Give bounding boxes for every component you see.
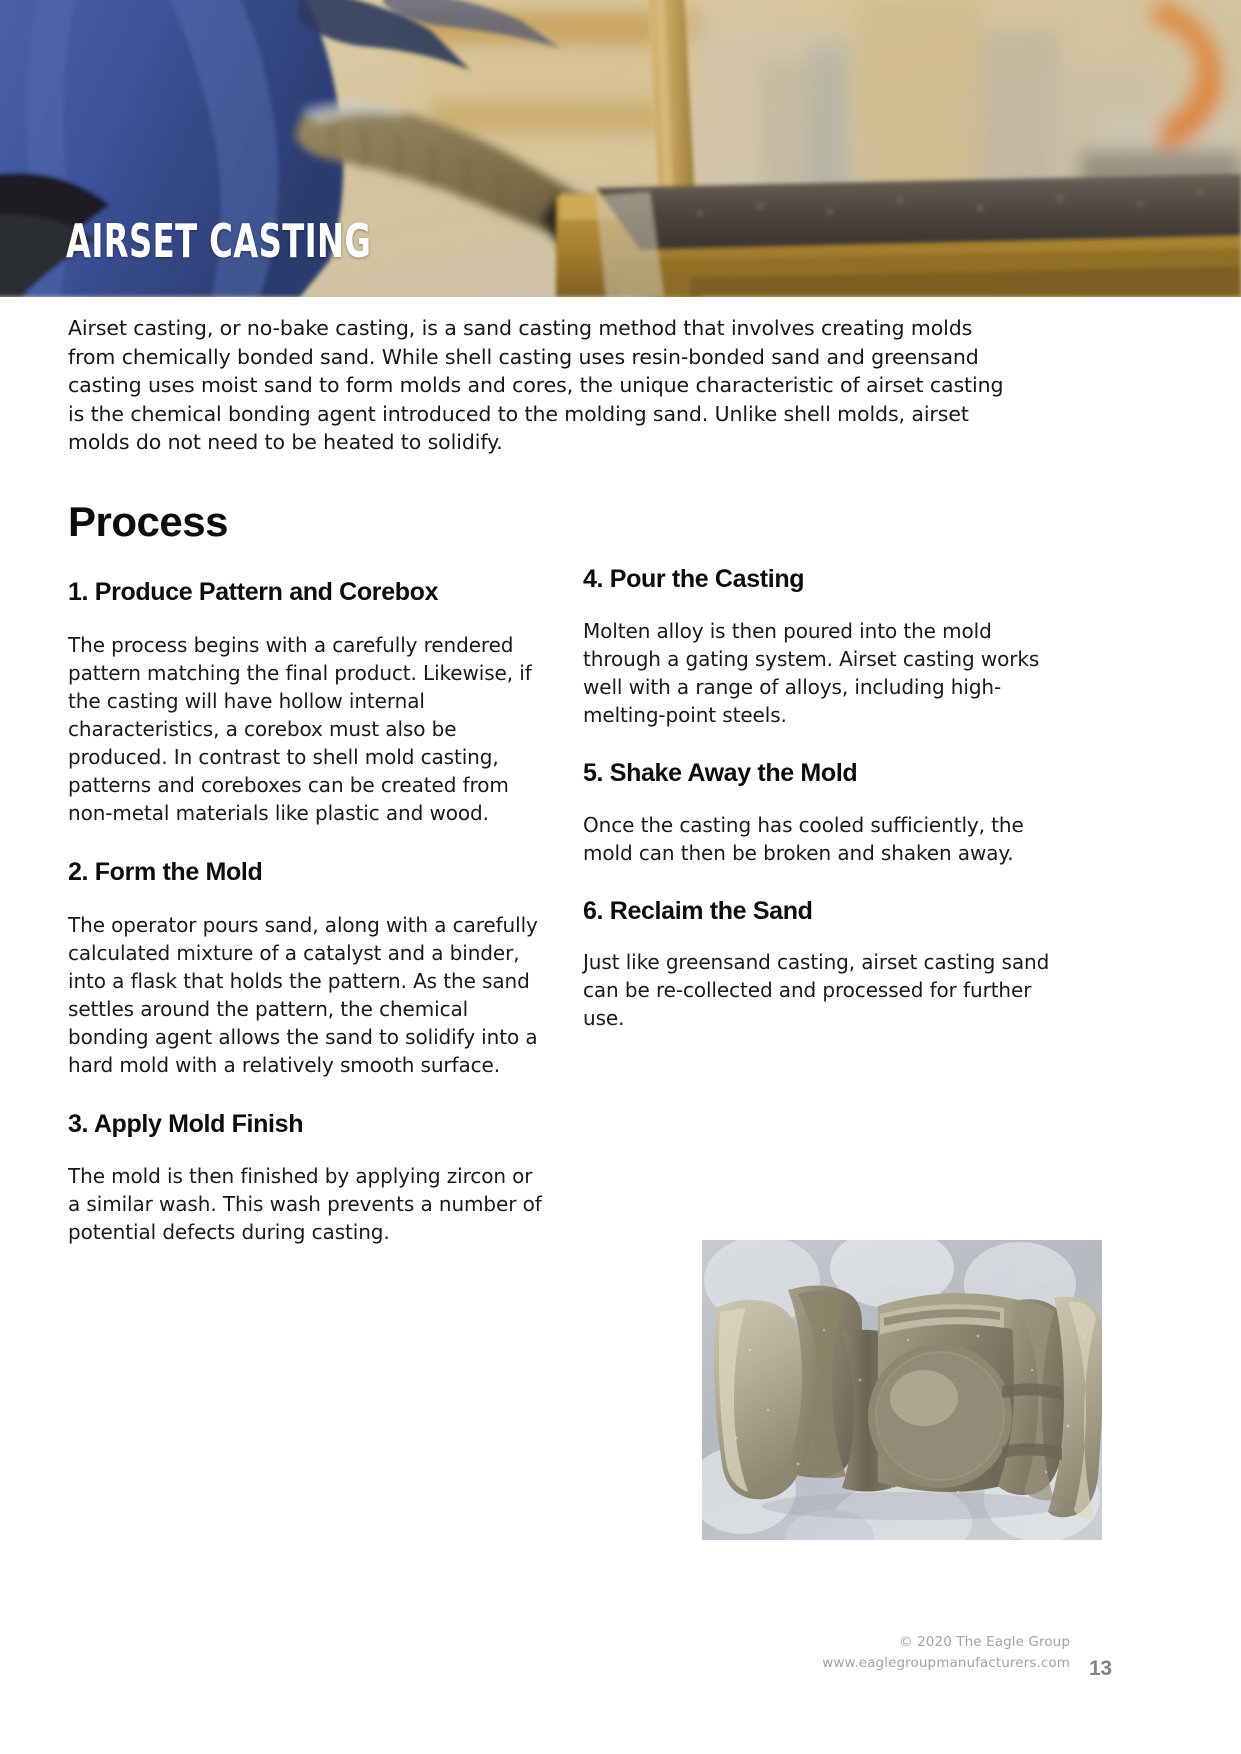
process-step-5-heading: 5. Shake Away the Mold — [583, 758, 858, 787]
page-number: 13 — [1089, 1657, 1112, 1680]
valve-body-casting-image — [702, 1240, 1102, 1540]
process-step-2-body: The operator pours sand, along with a carefully calculated mixture of a catalyst and a binder, into a flask that holds the pattern. As the sand settles around the pattern, the chemical bonding agent allows the sand to solidify into a hard mold with a relatively smooth surface. — [68, 912, 538, 1077]
process-left-column — [68, 578, 546, 1246]
process-step-2 — [68, 858, 546, 1079]
process-step-4 — [583, 565, 1055, 729]
intro-paragraph: Airset casting, or no-bake casting, is a sand casting method that involves creating molds from chemically bonded sand. While shell casting uses resin-bonded sand and greensand casting uses moist sand to form molds and cores, the unique characteristic of airset casting is the chemical bonding agent introduced to the molding sand. Unlike shell molds, airset molds do not need to be heated to solidify. — [68, 316, 1004, 454]
page-title: AIRSET CASTING — [66, 214, 372, 268]
process-step-5 — [583, 759, 1055, 867]
process-step-6 — [583, 897, 1055, 1033]
casting-photo — [702, 1240, 1102, 1540]
footer — [740, 1632, 1070, 1674]
footer-website: www.eaglegroupmanufacturers.com — [822, 1655, 1070, 1671]
process-step-1-body: The process begins with a carefully rendered pattern matching the final product. Likewise, if the casting will have hollow internal characteristics, a corebox must also be produced. In contrast to shell mold casting, patterns and coreboxes can be created from non-metal materials like plastic and wood. — [68, 632, 532, 825]
process-step-4-body: Molten alloy is then poured into the mold through a gating system. Airset casting works well with a range of alloys, including high-melting-point steels. — [583, 618, 1040, 727]
process-step-4-heading: 4. Pour the Casting — [583, 565, 805, 593]
process-step-1-heading: 1. Produce Pattern and Corebox — [68, 578, 439, 606]
process-step-3-heading: 3. Apply Mold Finish — [68, 1109, 304, 1138]
footer-copyright: © 2020 The Eagle Group — [899, 1634, 1070, 1650]
process-right-column — [583, 565, 1055, 1032]
process-step-5-body: Once the casting has cooled sufficiently, the mold can then be broken and shaken away. — [583, 812, 1024, 865]
process-step-1 — [68, 578, 546, 827]
process-step-6-body: Just like greensand casting, airset casting sand can be re-collected and processed for further use. — [583, 950, 1050, 1031]
process-heading: Process — [68, 498, 228, 545]
process-step-6-heading: 6. Reclaim the Sand — [583, 896, 813, 925]
process-step-2-heading: 2. Form the Mold — [68, 857, 263, 886]
process-step-3 — [68, 1110, 546, 1247]
hero-banner — [0, 0, 1241, 297]
process-step-3-body: The mold is then finished by applying zircon or a similar wash. This wash prevents a number of potential defects during casting. — [68, 1164, 542, 1245]
